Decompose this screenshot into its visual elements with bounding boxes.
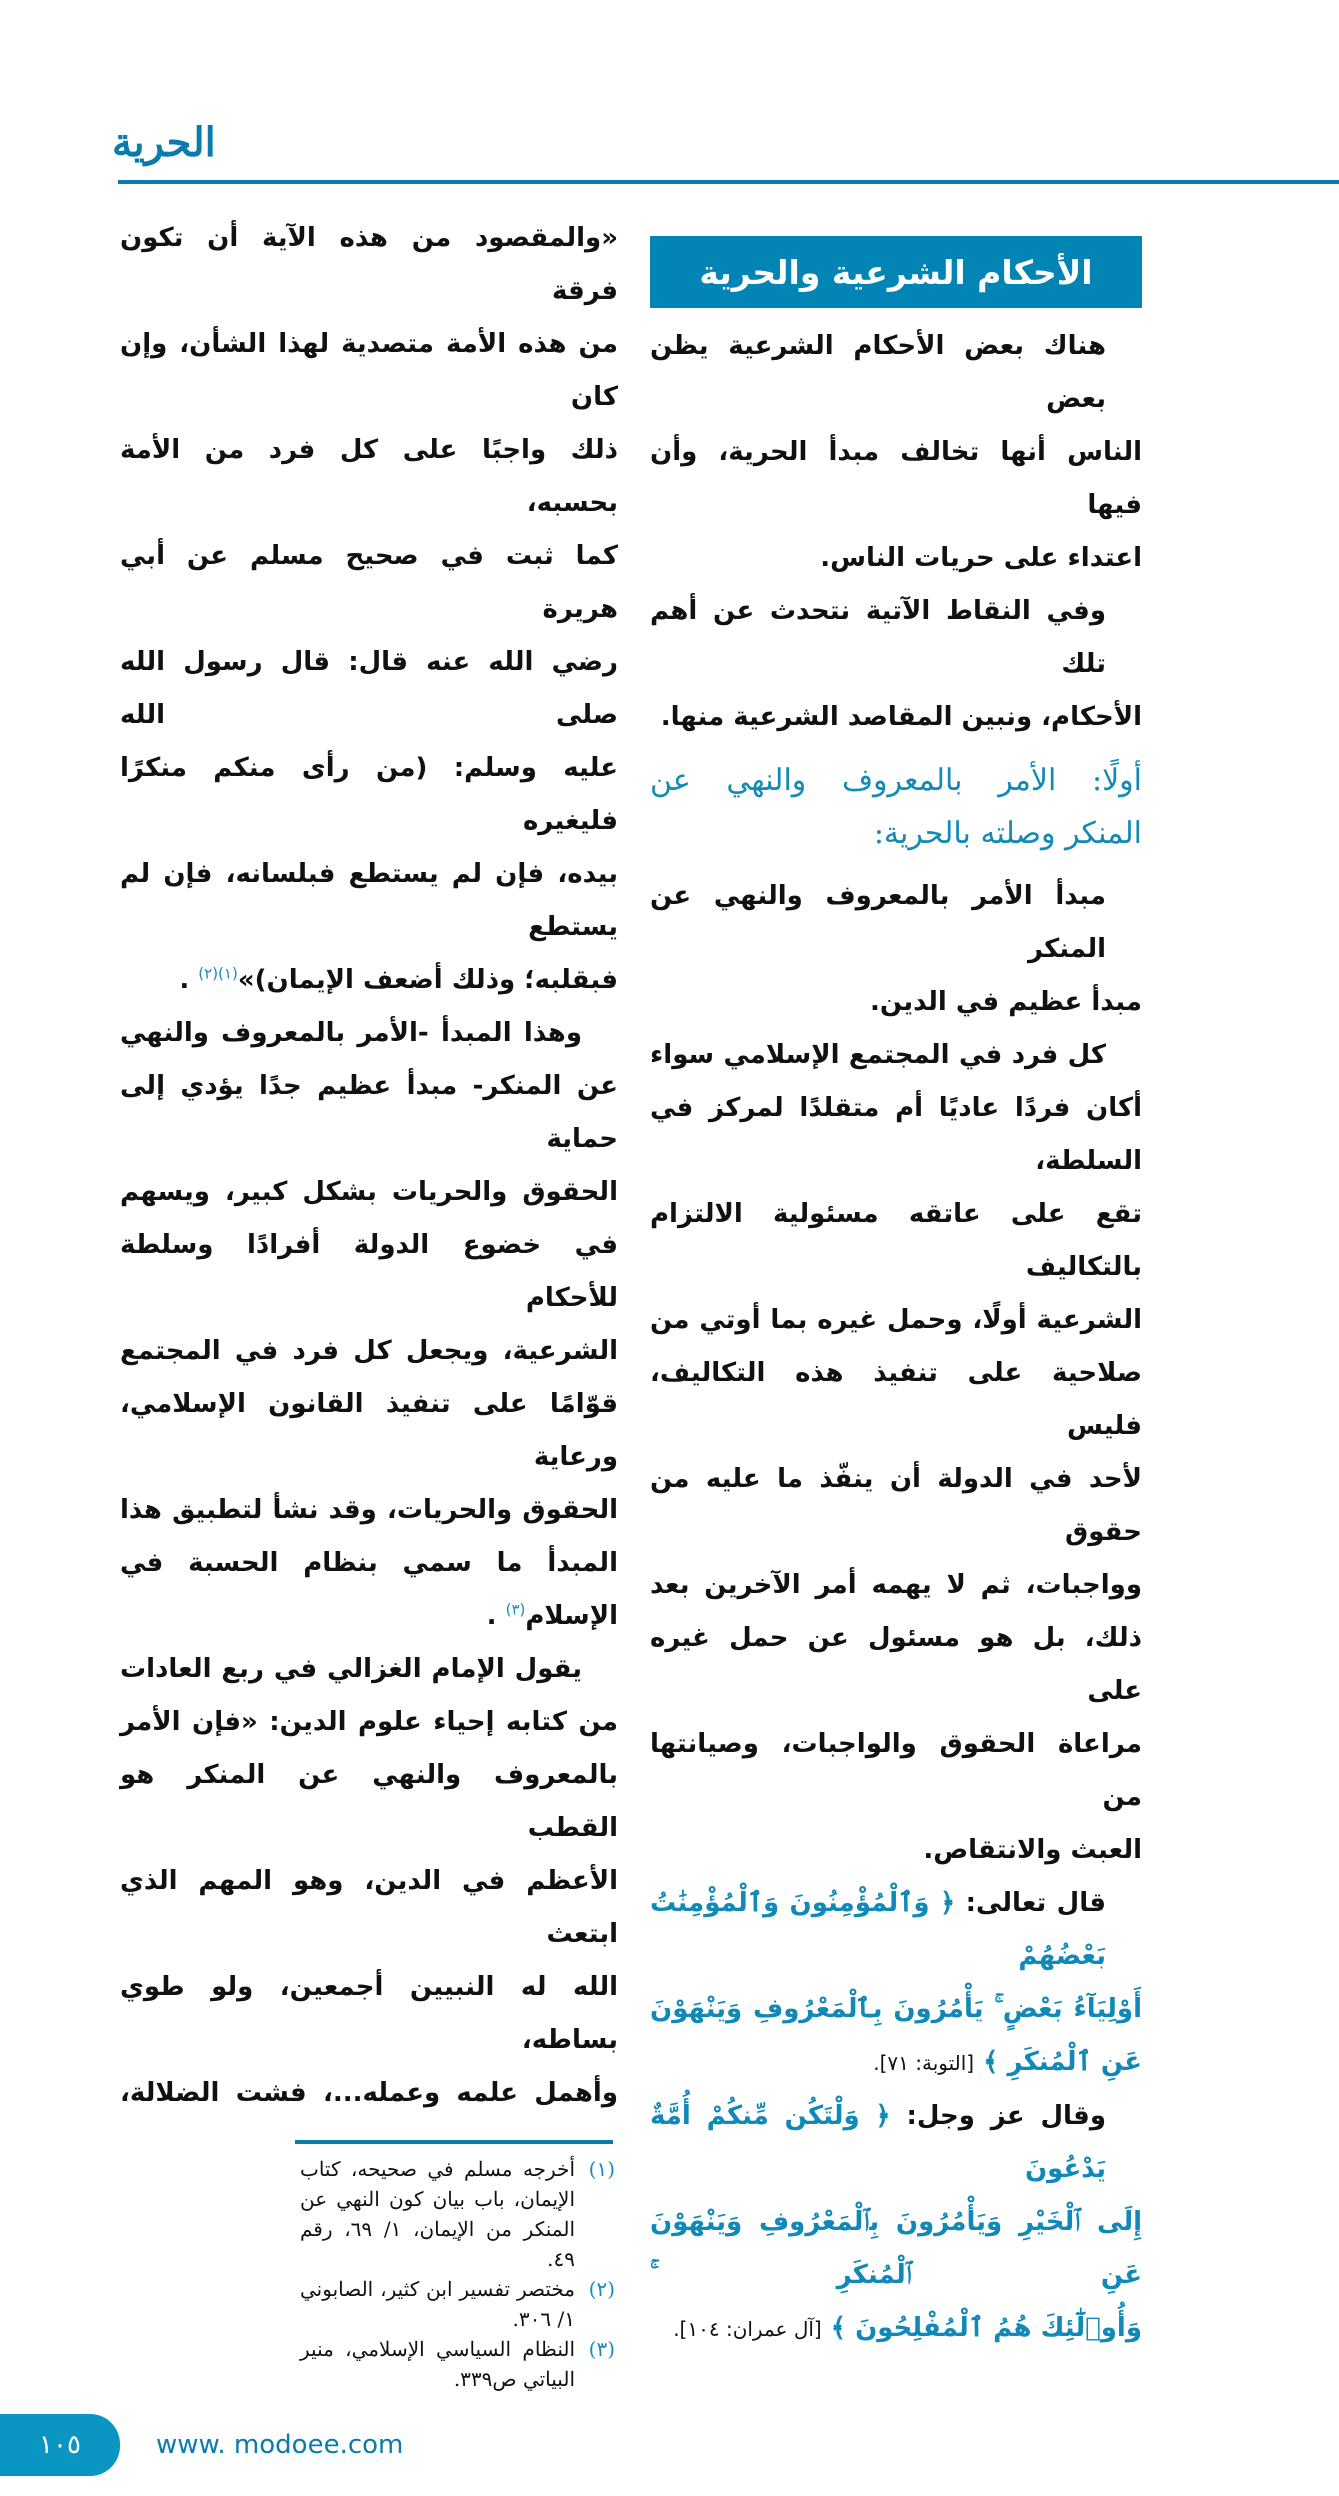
running-title: الحرية bbox=[112, 119, 216, 166]
line-text: الشرعية، ويجعل كل فرد في المجتمع bbox=[120, 1336, 618, 1366]
principle-left-line bbox=[120, 1484, 618, 1537]
individual-line bbox=[650, 1824, 1142, 1877]
intro-line bbox=[650, 532, 1142, 585]
line-text: الشرعية أولًا، وحمل غيره بما أوتي من bbox=[650, 1305, 1142, 1335]
line-text: العبث والانتقاص. bbox=[923, 1835, 1142, 1865]
line-text: وواجبات، ثم لا يهمه أمر الآخرين بعد bbox=[650, 1570, 1142, 1600]
footnote-ref[interactable]: (١)(٢) bbox=[198, 964, 238, 983]
verse1-line: ﴿ وَٱلْمُؤْمِنُونَ وَٱلْمُؤْمِنَٰتُ بَعْضُهُمْ bbox=[650, 1888, 1106, 1971]
footnotes bbox=[300, 2154, 615, 2394]
individual-line bbox=[650, 1029, 1142, 1082]
principle-paragraph bbox=[650, 870, 1142, 1029]
right-column bbox=[650, 236, 1142, 2356]
points-line bbox=[650, 585, 1142, 691]
footnote-number: (٣) bbox=[588, 2337, 615, 2361]
quote-line bbox=[120, 848, 618, 954]
line-text: الحقوق والحريات بشكل كبير، ويسهم bbox=[120, 1177, 618, 1207]
line-text: تقع على عاتقه مسئولية الالتزام بالتكاليف bbox=[650, 1199, 1142, 1282]
principle-left-line bbox=[120, 1007, 618, 1060]
ghazali-line bbox=[120, 1643, 618, 1696]
ghazali-line bbox=[120, 1855, 618, 1961]
line-text: كما ثبت في صحيح مسلم عن أبي هريرة bbox=[120, 541, 618, 624]
ghazali-line bbox=[120, 1961, 618, 2067]
principle-line bbox=[650, 870, 1142, 976]
section-title: الأحكام الشرعية والحرية bbox=[699, 252, 1093, 292]
individual-line bbox=[650, 1294, 1142, 1347]
individual-line bbox=[650, 1559, 1142, 1612]
footnote-ref[interactable]: (٣) bbox=[505, 1600, 526, 1619]
line-text: المبدأ ما سمي بنظام الحسبة في الإسلام bbox=[120, 1548, 618, 1631]
points-line bbox=[650, 691, 1142, 744]
verse2-line: إِلَى ٱلْخَيْرِ وَيَأْمُرُونَ بِٱلْمَعْرُوفِ وَيَنْهَوْنَ عَنِ ٱلْمُنكَرِ ۚ bbox=[650, 2207, 1142, 2290]
line-text: بيده، فإن لم يستطع فبلسانه، فإن لم يستطع bbox=[120, 859, 618, 942]
period: . bbox=[179, 965, 199, 995]
footnote-number: (١) bbox=[588, 2157, 615, 2181]
intro-paragraph bbox=[650, 320, 1142, 585]
quote-line bbox=[120, 530, 618, 636]
individual-paragraph bbox=[650, 1029, 1142, 1877]
individual-line bbox=[650, 1188, 1142, 1294]
line-text: مبدأ عظيم في الدين. bbox=[870, 987, 1142, 1017]
individual-line bbox=[650, 1453, 1142, 1559]
footnote-item bbox=[300, 2274, 615, 2334]
verse2-citation: [آل عمران: ١٠٤]. bbox=[673, 2317, 822, 2341]
quote-line bbox=[120, 954, 618, 1007]
line-text: لأحد في الدولة أن ينفّذ ما عليه من حقوق bbox=[650, 1464, 1142, 1547]
section-title-box bbox=[650, 236, 1142, 308]
ghazali-line bbox=[120, 2067, 618, 2120]
line-text: هناك بعض الأحكام الشرعية يظن بعض bbox=[650, 331, 1106, 414]
individual-line bbox=[650, 1347, 1142, 1453]
principle-left-line bbox=[120, 1166, 618, 1219]
verse2-line: ﴿ وَلْتَكُن مِّنكُمْ أُمَّةٌ يَدْعُونَ bbox=[650, 2101, 1106, 2184]
line-text: الأعظم في الدين، وهو المهم الذي ابتعث bbox=[120, 1866, 618, 1949]
line-text: في خضوع الدولة أفرادًا وسلطة للأحكام bbox=[120, 1230, 618, 1313]
footnote-separator bbox=[295, 2140, 613, 2144]
verse-block-2 bbox=[650, 2090, 1142, 2356]
line-text: ذلك واجبًا على كل فرد من الأمة بحسبه، bbox=[120, 435, 618, 518]
page-number: ١٠٥ bbox=[39, 2430, 81, 2460]
quote-line bbox=[120, 742, 618, 848]
footnote-text: النظام السياسي الإسلامي، منير البياتي ص٣٣٩. bbox=[300, 2337, 575, 2391]
line-text: مراعاة الحقوق والواجبات، وصيانتها من bbox=[650, 1729, 1142, 1812]
line-text: صلاحية على تنفيذ هذه التكاليف، فليس bbox=[650, 1358, 1142, 1441]
individual-line bbox=[650, 1718, 1142, 1824]
quote-line bbox=[120, 636, 618, 742]
ghazali-line bbox=[120, 1749, 618, 1855]
line-text: «والمقصود من هذه الآية أن تكون فرقة bbox=[120, 223, 618, 306]
line-text: أولًا: الأمر بالمعروف والنهي عن bbox=[650, 763, 1142, 798]
principle-left-line bbox=[120, 1219, 618, 1325]
line-text: من كتابه إحياء علوم الدين: «فإن الأمر bbox=[120, 1707, 618, 1737]
footnote-item bbox=[300, 2154, 615, 2274]
footnote-text: أخرجه مسلم في صحيحه، كتاب الإيمان، باب بيان كون النهي عن المنكر من الإيمان، ١/ ٦٩، رقم ٤٩. bbox=[300, 2157, 575, 2271]
principle-left-line bbox=[120, 1537, 618, 1643]
line-text: كل فرد في المجتمع الإسلامي سواء bbox=[650, 1040, 1106, 1070]
verse1-line: عَنِ ٱلْمُنكَرِ ﴾ bbox=[983, 2047, 1142, 2077]
period: . bbox=[486, 1601, 506, 1631]
footnote-item bbox=[300, 2334, 615, 2394]
principle-paragraph-left bbox=[120, 1007, 618, 1643]
subheading bbox=[650, 754, 1142, 860]
line-text: المنكر وصلته بالحرية: bbox=[873, 816, 1142, 851]
verse1-intro: قال تعالى: bbox=[965, 1888, 1106, 1918]
line-text: الأحكام، ونبين المقاصد الشرعية منها. bbox=[660, 702, 1142, 732]
individual-line bbox=[650, 1612, 1142, 1718]
individual-line bbox=[650, 1082, 1142, 1188]
header-rule bbox=[118, 180, 1339, 184]
principle-left-line bbox=[120, 1325, 618, 1378]
quote-line bbox=[120, 212, 618, 318]
line-text: من هذه الأمة متصدية لهذا الشأن، وإن كان bbox=[120, 329, 618, 412]
line-text: فبقلبه؛ وذلك أضعف الإيمان)» bbox=[237, 965, 618, 995]
line-text: عليه وسلم: (من رأى منكم منكرًا فليغيره bbox=[120, 753, 618, 836]
line-text: وفي النقاط الآتية نتحدث عن أهم تلك bbox=[650, 596, 1106, 679]
line-text: عن المنكر- مبدأ عظيم جدًا يؤدي إلى حماية bbox=[120, 1071, 618, 1154]
page-number-badge bbox=[0, 2414, 120, 2476]
line-text: رضي الله عنه قال: قال رسول الله صلى الله bbox=[120, 647, 618, 730]
verse-block-1 bbox=[650, 1877, 1142, 2090]
line-text: وهذا المبدأ -الأمر بالمعروف والنهي bbox=[120, 1018, 582, 1048]
principle-left-line bbox=[120, 1378, 618, 1484]
intro-line bbox=[650, 426, 1142, 532]
intro-line bbox=[650, 320, 1142, 426]
points-paragraph bbox=[650, 585, 1142, 744]
line-text: اعتداء على حريات الناس. bbox=[820, 543, 1142, 573]
footnote-text: مختصر تفسير ابن كثير، الصابوني ١/ ٣٠٦. bbox=[300, 2277, 575, 2331]
subheading-line bbox=[650, 754, 1142, 807]
line-text: بالمعروف والنهي عن المنكر هو القطب bbox=[120, 1760, 618, 1843]
line-text: أكان فردًا عاديًا أم متقلدًا لمركز في السلطة، bbox=[650, 1093, 1142, 1176]
verse2-intro: وقال عز وجل: bbox=[906, 2101, 1106, 2131]
verse1-line: أَوْلِيَآءُ بَعْضٍ ۚ يَأْمُرُونَ بِٱلْمَعْرُوفِ وَيَنْهَوْنَ bbox=[650, 1994, 1142, 2024]
line-text: مبدأ الأمر بالمعروف والنهي عن المنكر bbox=[650, 881, 1106, 964]
ghazali-paragraph bbox=[120, 1643, 618, 2120]
verse1-citation: [التوبة: ٧١]. bbox=[873, 2051, 975, 2075]
verse2-line: وَأُو۟لَٰٓئِكَ هُمُ ٱلْمُفْلِحُونَ ﴾ bbox=[830, 2313, 1142, 2343]
line-text: وأهمل علمه وعمله...، فشت الضلالة، bbox=[120, 2078, 618, 2108]
subheading-line bbox=[650, 807, 1142, 860]
quote-paragraph bbox=[120, 212, 618, 1007]
line-text: الحقوق والحريات، وقد نشأ لتطبيق هذا bbox=[120, 1495, 618, 1525]
line-text: قوّامًا على تنفيذ القانون الإسلامي، ورعاية bbox=[120, 1389, 618, 1472]
quote-line bbox=[120, 318, 618, 424]
line-text: الناس أنها تخالف مبدأ الحرية، وأن فيها bbox=[650, 437, 1142, 520]
quote-line bbox=[120, 424, 618, 530]
line-text: يقول الإمام الغزالي في ربع العادات bbox=[120, 1654, 582, 1684]
line-text: ذلك، بل هو مسئول عن حمل غيره على bbox=[650, 1623, 1142, 1706]
footnote-number: (٢) bbox=[588, 2277, 615, 2301]
website-link[interactable]: www. modoee.com bbox=[156, 2430, 404, 2460]
left-column bbox=[120, 212, 618, 2120]
line-text: الله له النبيين أجمعين، ولو طوي بساطه، bbox=[120, 1972, 618, 2055]
principle-line bbox=[650, 976, 1142, 1029]
principle-left-line bbox=[120, 1060, 618, 1166]
ghazali-line bbox=[120, 1696, 618, 1749]
